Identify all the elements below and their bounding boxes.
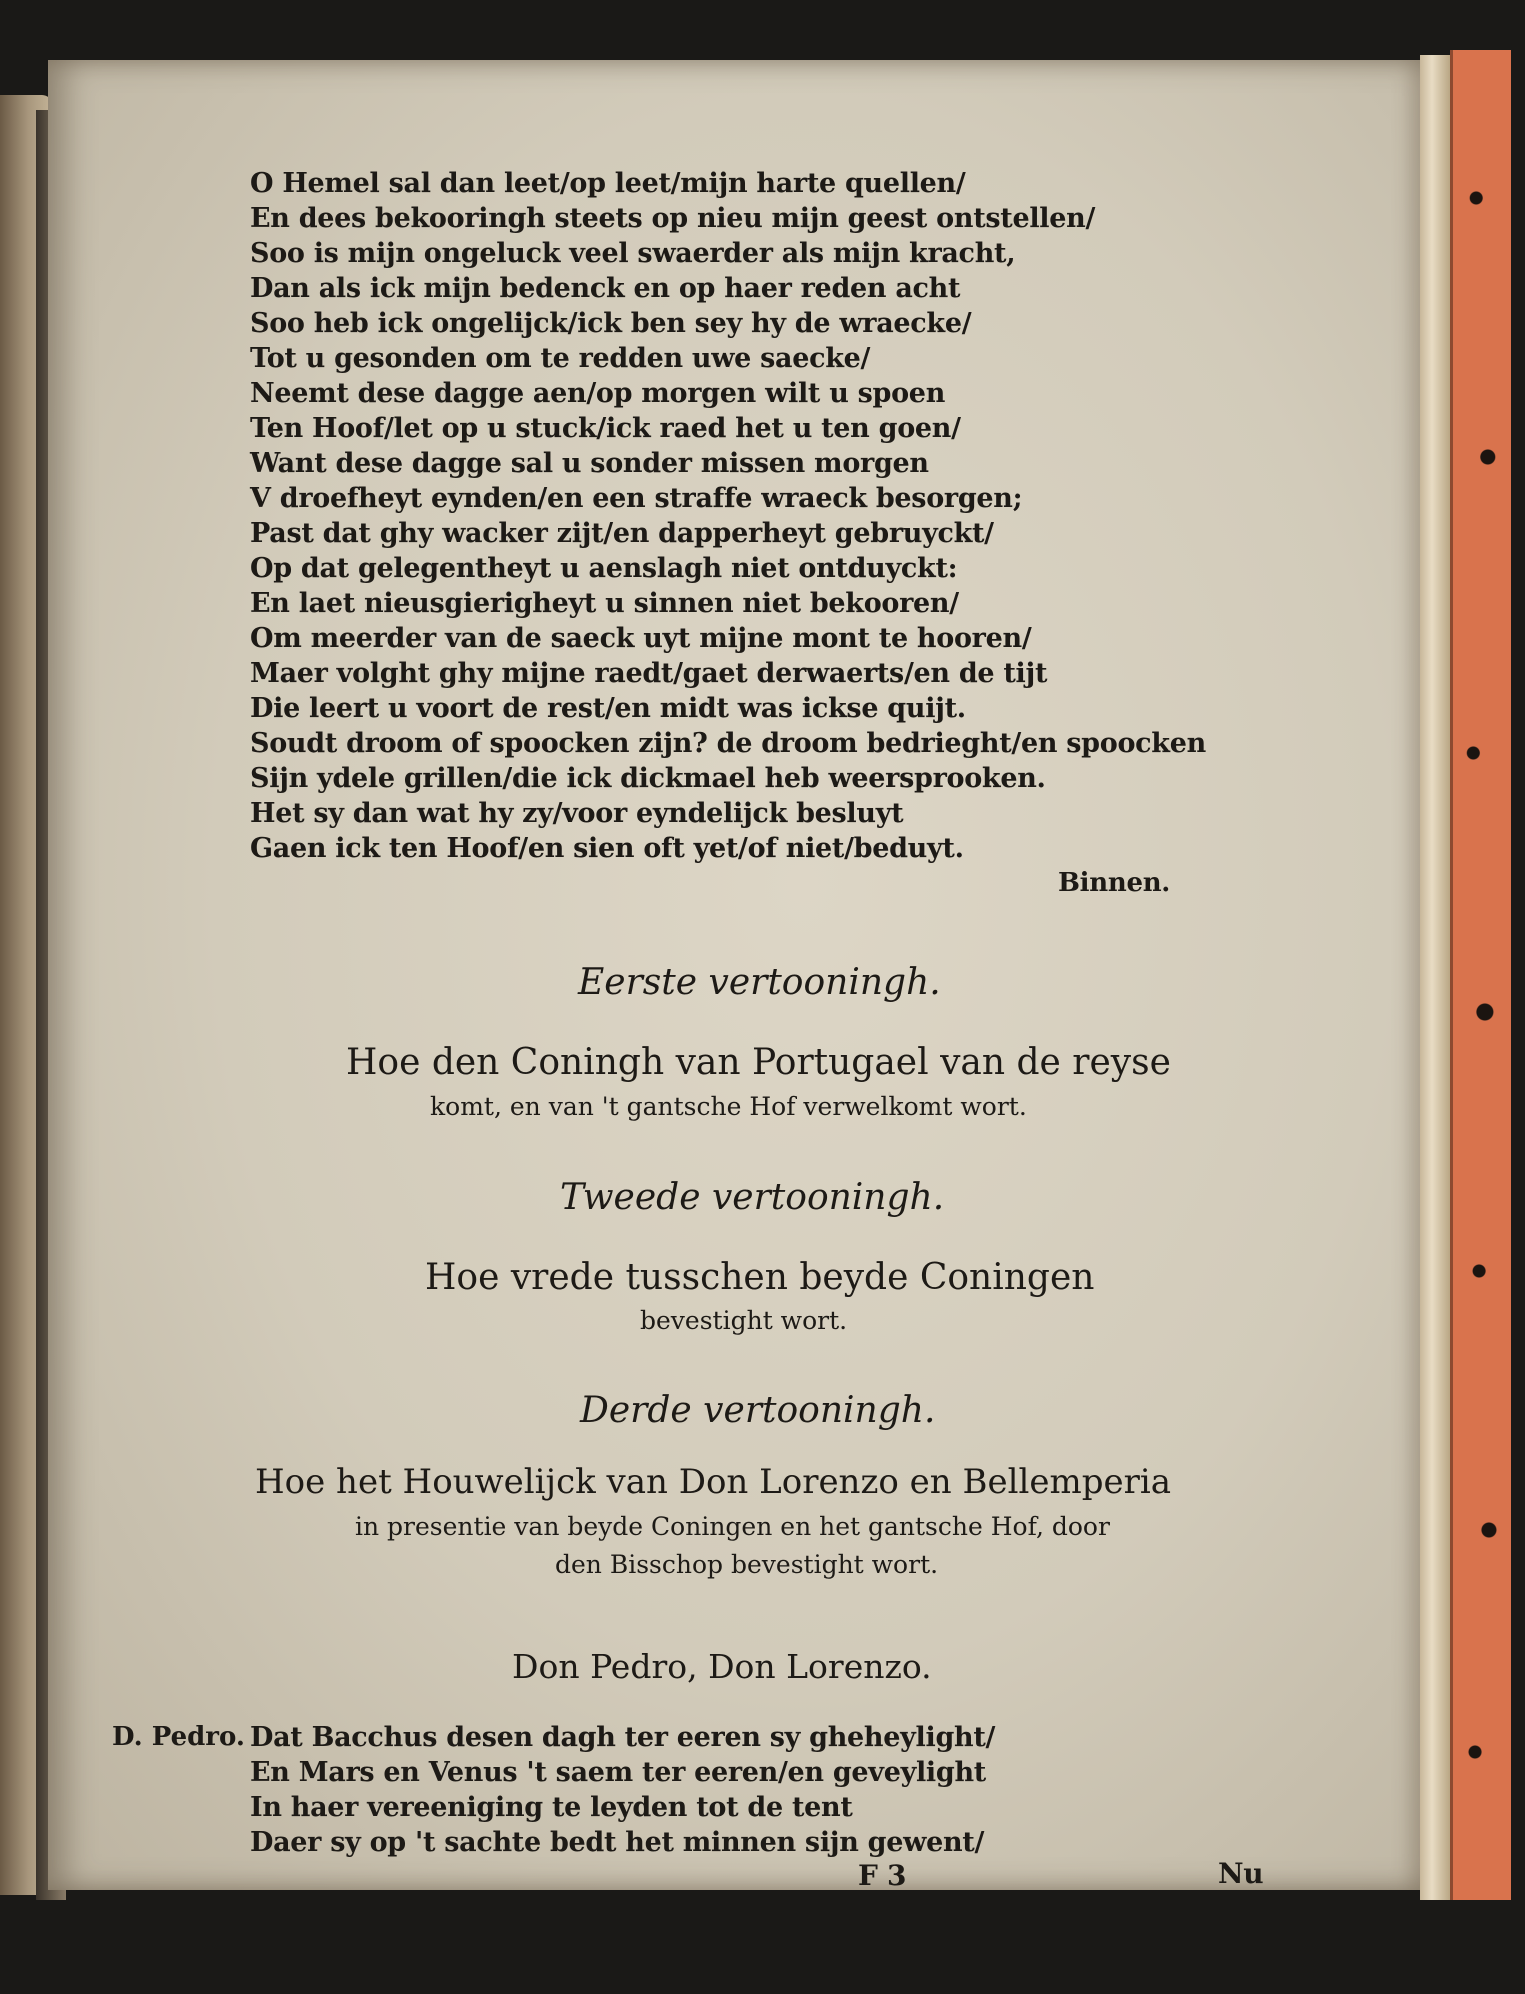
verse-line: Soudt droom of spoocken zijn? de droom bedrieght/en spoocken xyxy=(250,728,1206,759)
verse-line: Soo is mijn ongeluck veel swaerder als mijn kracht, xyxy=(250,238,1016,269)
verse-line: V droefheyt eynden/en een straffe wraeck besorgen; xyxy=(250,483,1023,514)
verse-line: Neemt dese dagge aen/op morgen wilt u spoen xyxy=(250,378,946,409)
scene-title: Derde vertooningh. xyxy=(580,1390,936,1431)
verse-line: Dan als ick mijn bedenck en op haer reden acht xyxy=(250,273,961,304)
verse-line: Om meerder van de saeck uyt mijne mont te hooren/ xyxy=(250,623,1032,654)
scene-description: den Bisschop bevestight wort. xyxy=(555,1550,939,1579)
scene-description: Hoe het Houwelijck van Don Lorenzo en Bellemperia xyxy=(255,1462,1171,1502)
verse-line: En Mars en Venus 't saem ter eeren/en geveylight xyxy=(250,1757,986,1788)
verse-line: Die leert u voort de rest/en midt was ickse quijt. xyxy=(250,693,966,724)
signature-mark: F 3 xyxy=(858,1859,907,1892)
scene-description: in presentie van beyde Coningen en het gantsche Hof, door xyxy=(355,1512,1110,1541)
scene-title: Eerste vertooningh. xyxy=(578,962,941,1003)
characters-heading: Don Pedro, Don Lorenzo. xyxy=(512,1647,932,1686)
verse-line: Ten Hoof/let op u stuck/ick raed het u ten goen/ xyxy=(250,413,961,444)
scene-description: komt, en van 't gantsche Hof verwelkomt wort. xyxy=(430,1092,1027,1121)
verse-line: Dat Bacchus desen dagh ter eeren sy gheheylight/ xyxy=(250,1722,996,1753)
scene-description: Hoe den Coningh van Portugael van de reyse xyxy=(346,1042,1171,1083)
verse-line: In haer vereeniging te leyden tot de tent xyxy=(250,1792,853,1823)
verse-line: Op dat gelegentheyt u aenslagh niet ontduyckt: xyxy=(250,553,958,584)
stage-direction-exit: Binnen. xyxy=(1058,868,1171,898)
verse-line: Want dese dagge sal u sonder missen morgen xyxy=(250,448,929,479)
verse-line: Daer sy op 't sachte bedt het minnen sijn gewent/ xyxy=(250,1827,985,1858)
verse-line: Het sy dan wat hy zy/voor eyndelijck besluyt xyxy=(250,798,904,829)
verse-line: Past dat ghy wacker zijt/en dapperheyt gebruyckt/ xyxy=(250,518,994,549)
verse-line: Soo heb ick ongelijck/ick ben sey hy de wraecke/ xyxy=(250,308,972,339)
verse-line: O Hemel sal dan leet/op leet/mijn harte quellen/ xyxy=(250,168,966,199)
scene-title: Tweede vertooningh. xyxy=(560,1177,945,1218)
speaker-label: D. Pedro. xyxy=(112,1722,245,1752)
verse-line: Tot u gesonden om te redden uwe saecke/ xyxy=(250,343,871,374)
verse-line: En dees bekooringh steets op nieu mijn geest ontstellen/ xyxy=(250,203,1096,234)
catchword: Nu xyxy=(1218,1857,1264,1890)
verse-line: Maer volght ghy mijne raedt/gaet derwaerts/en de tijt xyxy=(250,658,1048,689)
verse-line: Gaen ick ten Hoof/en sien oft yet/of niet/beduyt. xyxy=(250,833,964,864)
verse-line: En laet nieusgierigheyt u sinnen niet bekooren/ xyxy=(250,588,959,619)
scene-description: bevestight wort. xyxy=(640,1306,848,1335)
verse-line: Sijn ydele grillen/die ick dickmael heb weersprooken. xyxy=(250,763,1046,794)
scene-description: Hoe vrede tusschen beyde Coningen xyxy=(425,1257,1095,1298)
